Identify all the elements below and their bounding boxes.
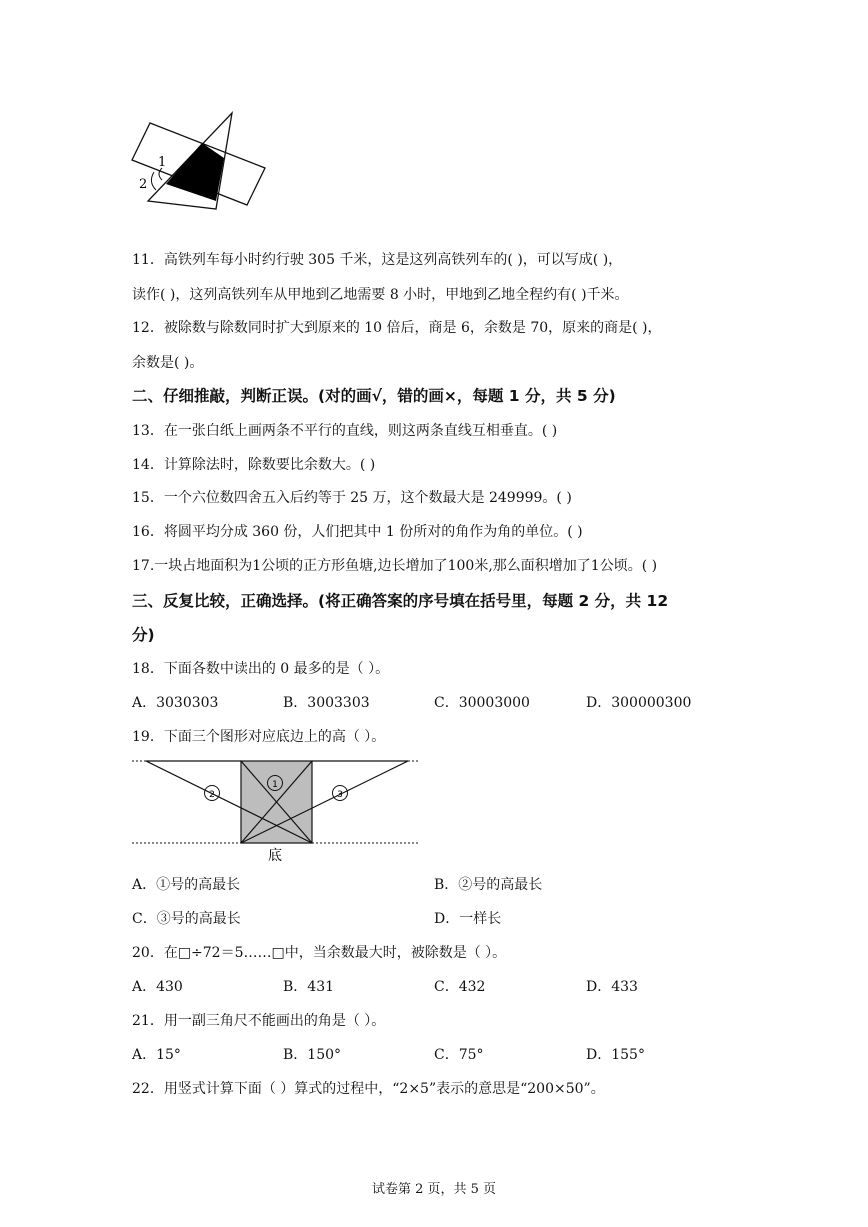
q19-stem: 19．下面三个图形对应底边上的高（ ）。 — [132, 729, 386, 745]
q18-option-c: C．30003000 — [434, 695, 530, 711]
q18-option-b: B．3003303 — [283, 695, 370, 711]
q12-line1: 12．被除数与除数同时扩大到原来的 10 倍后，商是 6，余数是 70，原来的商是( )， — [132, 320, 662, 336]
shape-label-2: 2 — [209, 790, 215, 800]
overlap-rectangles-figure — [128, 110, 273, 210]
q19-option-d: D．一样长 — [434, 911, 502, 927]
q20-stem: 20．在□÷72＝5……□中，当余数最大时，被除数是（ ）。 — [132, 945, 507, 961]
shape-label-3: 3 — [337, 790, 343, 800]
q18-stem: 18．下面各数中读出的 0 最多的是（ ）。 — [132, 661, 390, 677]
q15: 15．一个六位数四舍五入后约等于 25 万，这个数最大是 249999。( ) — [132, 490, 572, 506]
q19-option-b: B．②号的高最长 — [434, 877, 543, 893]
base-label: 底 — [268, 848, 282, 864]
q20-option-b: B．431 — [283, 979, 335, 995]
page-footer: 试卷第 2 页，共 5 页 — [371, 1182, 497, 1197]
q17: 17.一块占地面积为1公顷的正方形鱼塘,边长增加了100米,那么面积增加了1公顷。( ) — [132, 558, 658, 574]
angle-label-1: 1 — [158, 155, 167, 170]
q14: 14．计算除法时，除数要比余数大。( ) — [132, 457, 376, 473]
shape-label-1: 1 — [272, 780, 278, 790]
q16: 16．将圆平均分成 360 份，人们把其中 1 份所对的角作为角的单位。( ) — [132, 524, 583, 540]
q21-option-a: A．15° — [132, 1047, 181, 1063]
q12-line2: 余数是( )。 — [132, 355, 204, 371]
q20-option-d: D．433 — [586, 979, 638, 995]
q21-option-b: B．150° — [283, 1047, 342, 1063]
q19-figure — [128, 756, 424, 868]
q20-option-c: C．432 — [434, 979, 486, 995]
q11-line2: 读作( )，这列高铁列车从甲地到乙地需要 8 小时，甲地到乙地全程约有( )千米。 — [132, 287, 629, 303]
q18-option-a: A．3030303 — [132, 695, 219, 711]
q11-line1: 11．高铁列车每小时约行驶 305 千米，这是这列高铁列车的( )，可以写成( )， — [132, 252, 623, 268]
q22-stem: 22．用竖式计算下面（ ）算式的过程中，“2×5”表示的意思是“200×50”。 — [132, 1081, 605, 1097]
q21-option-c: C．75° — [434, 1047, 484, 1063]
q18-option-d: D．300000300 — [586, 695, 692, 711]
angle-arc-2 — [151, 172, 156, 190]
section-2-title: 二、仔细推敲，判断正误。(对的画√，错的画×，每题 1 分，共 5 分) — [132, 387, 616, 405]
section-3-title-line2: 分) — [132, 626, 155, 644]
section-3-title-line1: 三、反复比较，正确选择。(将正确答案的序号填在括号里，每题 2 分，共 12 — [132, 592, 669, 610]
shaded-triangle — [166, 143, 224, 201]
q20-option-a: A．430 — [132, 979, 183, 995]
q19-option-c: C．③号的高最长 — [132, 911, 241, 927]
q19-option-a: A．①号的高最长 — [132, 877, 241, 893]
q21-option-d: D．155° — [586, 1047, 645, 1063]
q21-stem: 21．用一副三角尺不能画出的角是（ ）。 — [132, 1013, 386, 1029]
angle-label-2: 2 — [139, 177, 148, 192]
q13: 13．在一张白纸上画两条不平行的直线，则这两条直线互相垂直。( ) — [132, 423, 558, 439]
